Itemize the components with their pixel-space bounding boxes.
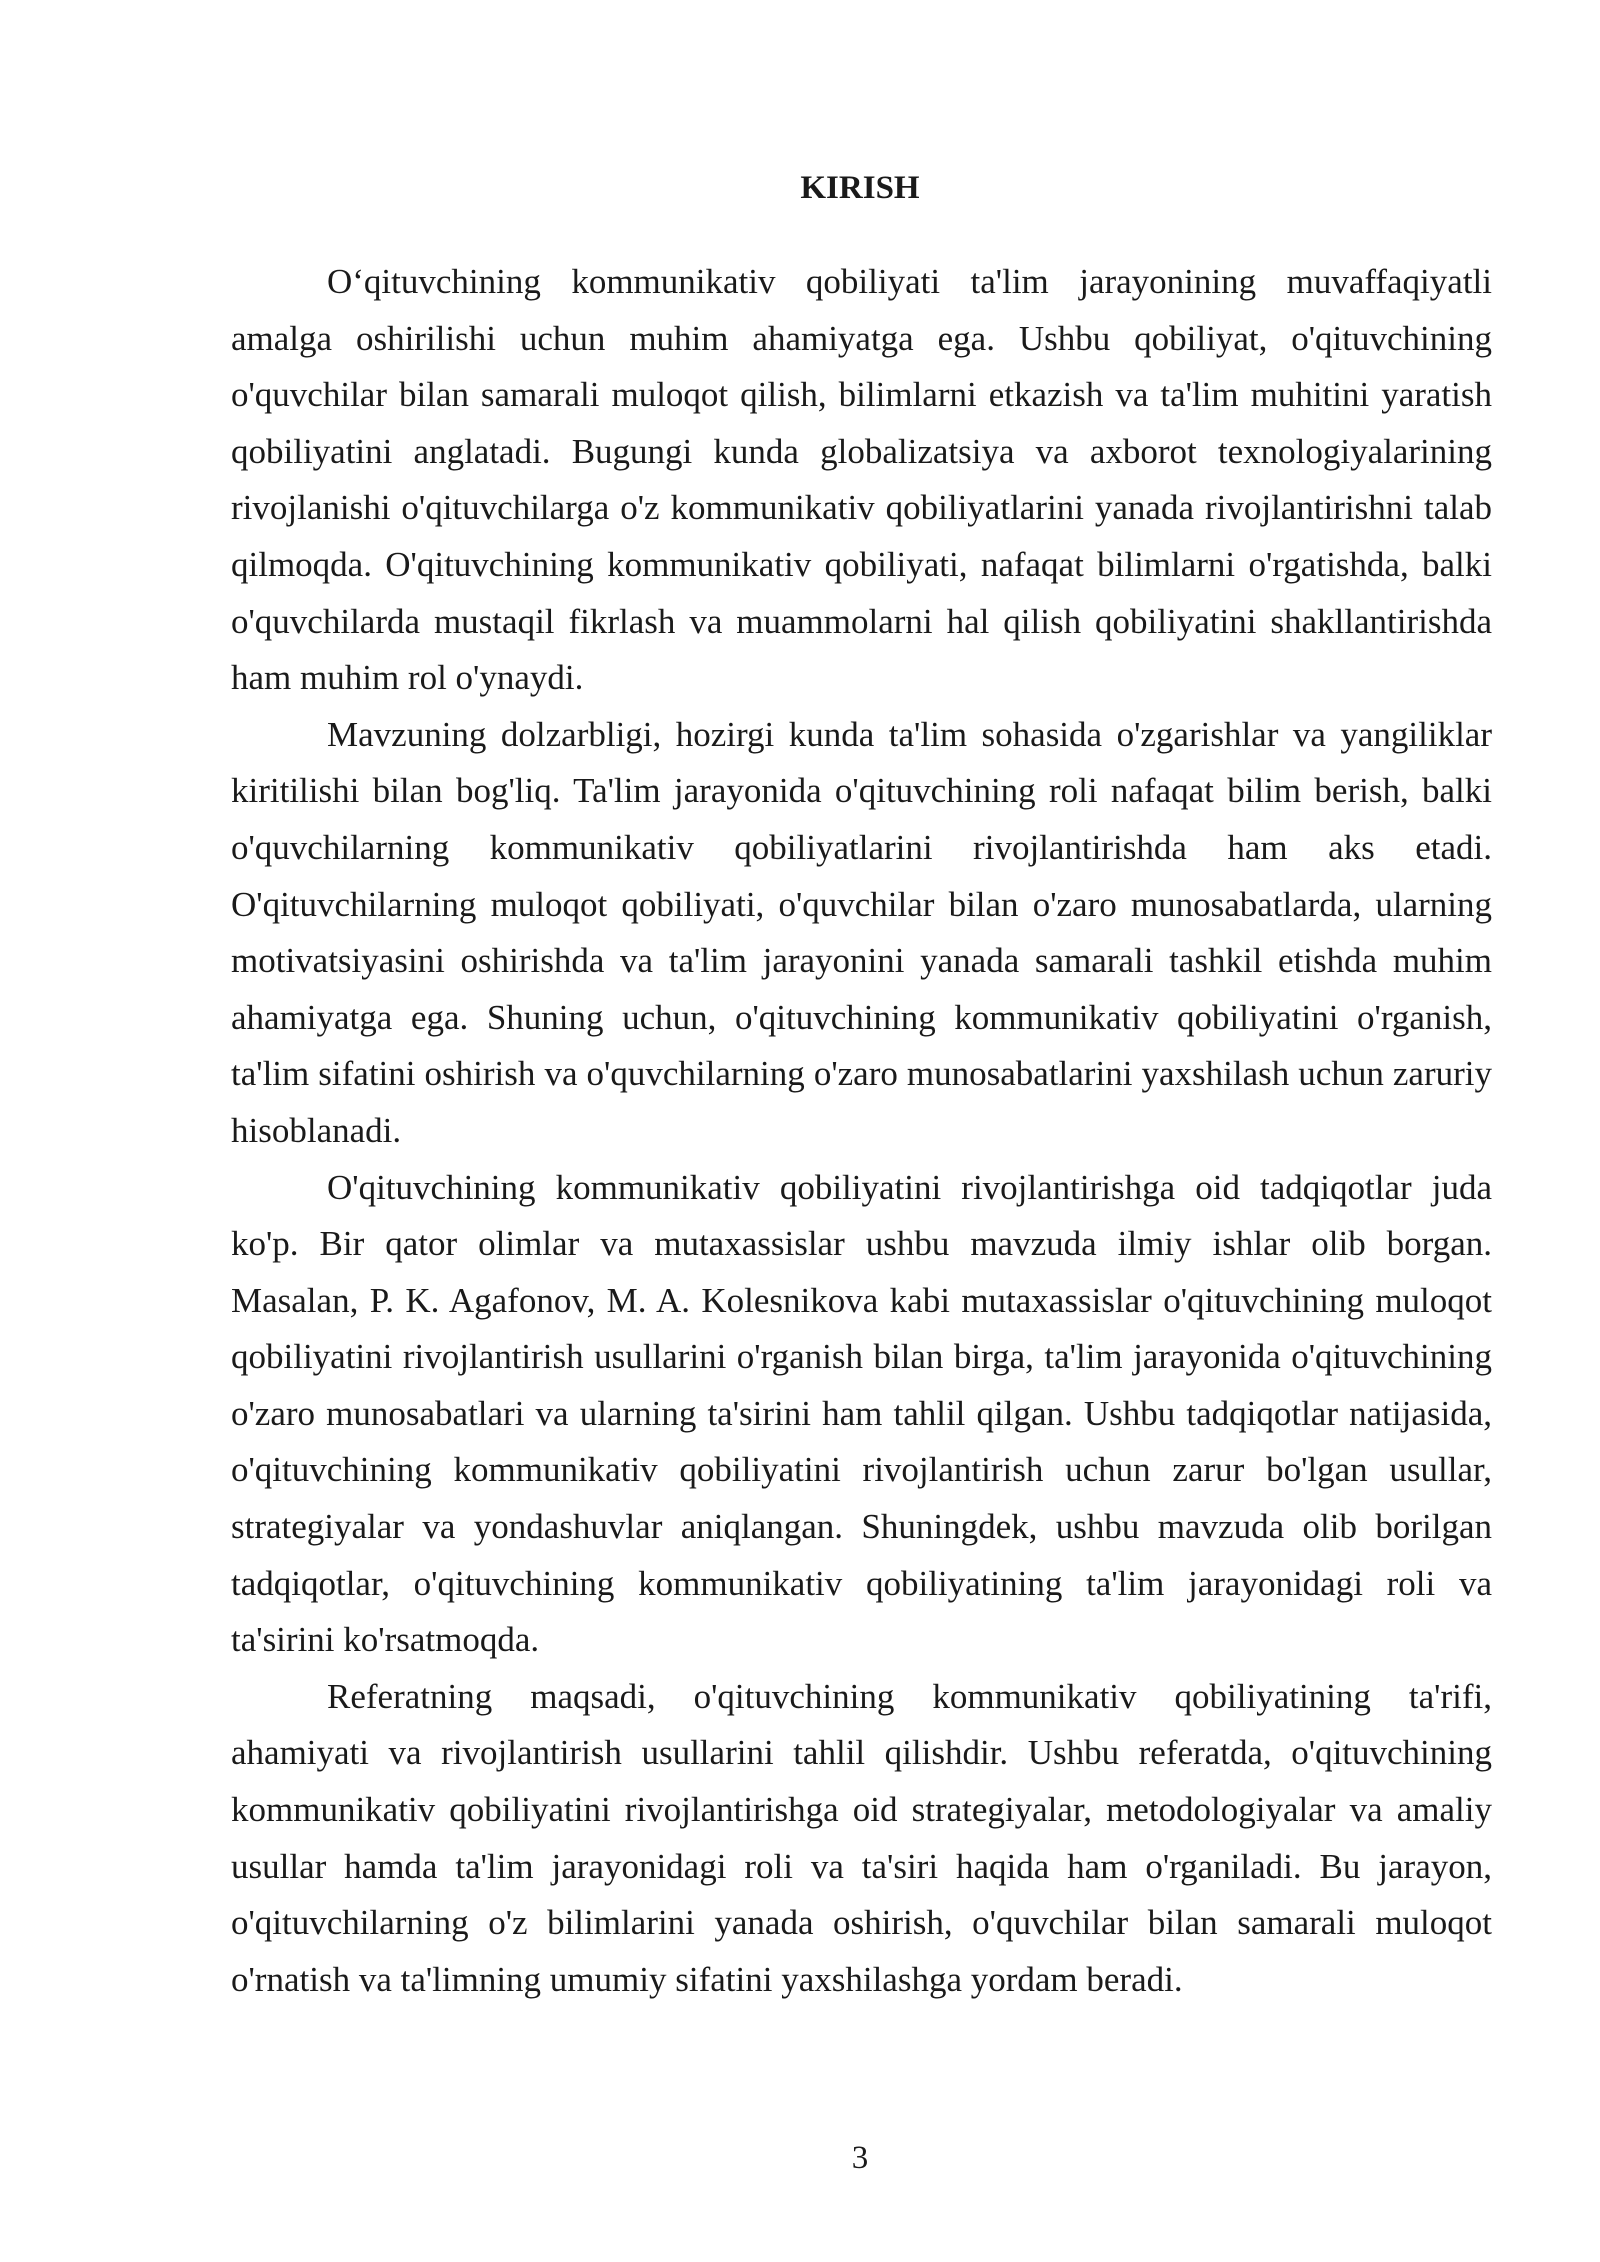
section-title: KIRISH (800, 170, 920, 206)
body-text (231, 254, 1492, 2008)
paragraph-relevance: Mavzuning dolzarbligi, hozirgi kunda ta'lim sohasida o'zgarishlar va yangiliklar kiritilishi bilan bog'liq. Ta'lim jarayonida o'qituvchining roli nafaqat bilim berish, balki o'quvchilarning kommunikativ qobiliyatlarini rivojlantirishda ham aks etadi. O'qituvchilarning muloqot qobiliyati, o'quvchilar bilan o'zaro munosabatlarda, ularning motivatsiyasini oshirishda va ta'lim jarayonini yanada samarali tashkil etishda muhim ahamiyatga ega. Shuning uchun, o'qituvchining kommunikativ qobiliyatini o'rganish, ta'lim sifatini oshirish va o'quvchilarning o'zaro munosabatlarini yaxshilash uchun zaruriy hisoblanadi. (231, 714, 1492, 1150)
paragraph-intro: O‘qituvchining kommunikativ qobiliyati ta'lim jarayonining muvaffaqiyatli amalga oshirilishi uchun muhim ahamiyatga ega. Ushbu qobiliyat, o'qituvchining o'quvchilar bilan samarali muloqot qilish, bilimlarni etkazish va ta'lim muhitini yaratish qobiliyatini anglatadi. Bugungi kunda globalizatsiya va axborot texnologiyalarining rivojlanishi o'qituvchilarga o'z kommunikativ qobiliyatlarini yanada rivojlantirishni talab qilmoqda. O'qituvchining kommunikativ qobiliyati, nafaqat bilimlarni o'rgatishda, balki o'quvchilarda mustaqil fikrlash va muammolarni hal qilish qobiliyatini shakllantirishda ham muhim rol o'ynaydi. (231, 262, 1492, 698)
paragraph-goal: Referatning maqsadi, o'qituvchining kommunikativ qobiliyatining ta'rifi, ahamiyati va rivojlantirish usullarini tahlil qilishdir. Ushbu referatda, o'qituvchining kommunikativ qobiliyatini rivojlantirishga oid strategiyalar, metodologiyalar va amaliy usullar hamda ta'lim jarayonidagi roli va ta'siri haqida ham o'rganiladi. Bu jarayon, o'qituvchilarning o'z bilimlarini yanada oshirish, o'quvchilar bilan samarali muloqot o'rnatish va ta'limning umumiy sifatini yaxshilashga yordam beradi. (231, 1676, 1492, 1999)
paragraph-research: O'qituvchining kommunikativ qobiliyatini rivojlantirishga oid tadqiqotlar juda ko'p. Bir qator olimlar va mutaxassislar ushbu mavzuda ilmiy ishlar olib borgan. Masalan, P. K. Agafonov, M. A. Kolesnikova kabi mutaxassislar o'qituvchining muloqot qobiliyatini rivojlantirish usullarini o'rganish bilan birga, ta'lim jarayonida o'qituvchining o'zaro munosabatlari va ularning ta'sirini ham tahlil qilgan. Ushbu tadqiqotlar natijasida, o'qituvchining kommunikativ qobiliyatini rivojlantirish uchun zarur bo'lgan usullar, strategiyalar va yondashuvlar aniqlangan. Shuningdek, ushbu mavzuda olib borilgan tadqiqotlar, o'qituvchining kommunikativ qobiliyatining ta'lim jarayonidagi roli va ta'sirini ko'rsatmoqda. (231, 1167, 1492, 1660)
page-number: 3 (851, 2140, 869, 2176)
